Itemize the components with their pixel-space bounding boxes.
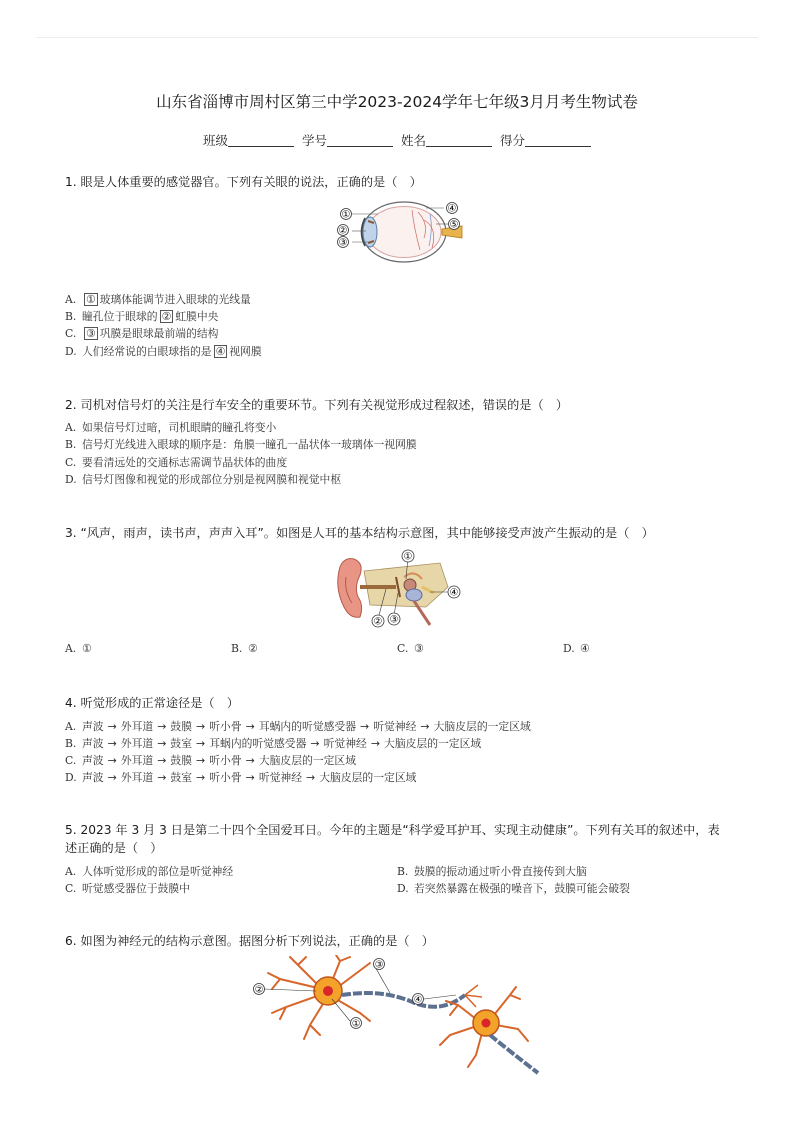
q2-option-b[interactable]: B. 信号灯光线进入眼球的顺序是：角膜一瞳孔一晶状体一玻璃体一视网膜 [65, 438, 417, 451]
q4-option-d[interactable] [65, 770, 416, 785]
flow-arrow: → [196, 754, 206, 767]
flow-arrow: → [107, 771, 117, 784]
flow-step: 外耳道 [120, 754, 154, 767]
page-title: 山东省淄博市周村区第三中学2023-2024学年七年级3月月考生物试卷 [156, 93, 638, 111]
neuron-label-1: ① [351, 1018, 361, 1030]
q4-option-letter: D. [65, 771, 77, 784]
question-4-stem: 4. 听觉形成的正常途径是（ ） [65, 696, 239, 710]
student-info-line [0, 131, 794, 149]
q1-option-c[interactable]: C. ③ 巩膜是眼球最前端的结构 [65, 327, 219, 340]
flow-step: 鼓膜 [170, 720, 193, 733]
q2-option-d[interactable]: D. 信号灯图像和视觉的形成部位分别是视网膜和视觉中枢 [65, 473, 342, 486]
ear-label-4: ④ [449, 587, 459, 599]
flow-step: 大脑皮层的一定区域 [258, 754, 357, 767]
eye-label-1: ① [341, 209, 351, 221]
flow-arrow: → [107, 754, 117, 767]
flow-step: 声波 [82, 720, 104, 733]
ear-label-3: ③ [389, 614, 399, 626]
name-label: 姓名 [400, 133, 426, 148]
flow-arrow: → [157, 771, 167, 784]
q5-option-c[interactable]: C. 听觉感受器位于鼓膜中 [65, 882, 190, 895]
flow-arrow: → [370, 737, 381, 750]
q3-option-c[interactable]: C. ③ [397, 642, 424, 655]
flow-arrow: → [196, 771, 206, 784]
flow-arrow: → [245, 720, 255, 733]
question-5-stem: 5. 2023 年 3 月 3 日是第二十四个全国爱耳日。今年的主题是“科学爱耳护耳、实现主动健康”。下列有关耳的叙述中，表述正确的是（ ） [65, 823, 720, 855]
neuron-label-3: ③ [374, 959, 384, 971]
flow-step: 大脑皮层的一定区域 [384, 737, 482, 750]
flow-arrow: → [157, 737, 167, 750]
flow-step: 声波 [82, 737, 104, 750]
student-id-label: 学号 [301, 133, 327, 148]
flow-step: 外耳道 [120, 771, 154, 784]
q5-option-b[interactable]: B. 鼓膜的振动通过听小骨直接传到大脑 [397, 865, 587, 878]
top-divider [36, 37, 758, 38]
flow-step: 大脑皮层的一定区域 [433, 720, 531, 733]
question-3-stem: 3. “风声，雨声，读书声，声声入耳”。如图是人耳的基本结构示意图，其中能够接受声波产生振动的是（ ） [65, 526, 654, 540]
q1-option-d[interactable]: D. 人们经常说的白眼球指的是 ④ 视网膜 [65, 345, 262, 358]
flow-step: 鼓膜 [170, 754, 193, 767]
flow-step: 外耳道 [120, 720, 154, 733]
score-blank[interactable] [525, 146, 591, 147]
q5-option-d[interactable]: D. 若突然暴露在极强的噪音下，鼓膜可能会破裂 [397, 882, 630, 895]
flow-arrow: → [420, 720, 430, 733]
q4-option-letter: C. [65, 754, 77, 767]
eye-label-5: ⑤ [449, 219, 459, 231]
flow-step: 听觉神经 [373, 720, 417, 733]
neuron-diagram [250, 955, 550, 1080]
flow-arrow: → [310, 737, 320, 750]
question-1-stem: 1. 眼是人体重要的感觉器官。下列有关眼的说法，正确的是（ ） [65, 175, 422, 189]
flow-arrow: → [245, 771, 255, 784]
q4-option-letter: A. [65, 720, 77, 733]
q4-option-a[interactable] [65, 719, 531, 734]
student-id-blank[interactable] [327, 146, 393, 147]
flow-step: 听觉神经 [258, 771, 303, 784]
class-blank[interactable] [228, 146, 294, 147]
flow-step: 听觉神经 [323, 737, 367, 750]
ear-diagram [330, 547, 470, 629]
flow-step: 听小骨 [209, 771, 242, 784]
q1-option-a[interactable]: A. ① 玻璃体能调节进入眼球的光线量 [65, 293, 251, 306]
flow-step: 耳蜗内的听觉感受器 [209, 737, 307, 750]
flow-arrow: → [196, 720, 206, 733]
flow-arrow: → [157, 720, 167, 733]
eye-label-2: ② [338, 225, 348, 237]
eye-label-4: ④ [447, 203, 457, 215]
flow-arrow: → [360, 720, 370, 733]
flow-step: 外耳道 [120, 737, 154, 750]
flow-step: 声波 [82, 771, 104, 784]
q4-option-c[interactable] [65, 753, 356, 768]
ear-label-2: ② [373, 616, 383, 628]
q3-option-b[interactable]: B. ② [231, 642, 258, 655]
eye-label-3: ③ [338, 237, 348, 249]
q1-option-b[interactable]: B. 瞳孔位于眼球的 ② 虹膜中央 [65, 310, 219, 323]
flow-arrow: → [306, 771, 316, 784]
question-6-stem: 6. 如图为神经元的结构示意图。据图分析下列说法，正确的是（ ） [65, 934, 434, 948]
flow-step: 声波 [82, 754, 104, 767]
flow-step: 鼓室 [170, 737, 193, 750]
flow-arrow: → [245, 754, 255, 767]
neuron-label-2: ② [254, 984, 264, 996]
question-2-stem: 2. 司机对信号灯的关注是行车安全的重要环节。下列有关视觉形成过程叙述，错误的是（ ） [65, 398, 569, 412]
flow-step: 鼓室 [170, 771, 193, 784]
flow-step: 大脑皮层的一定区域 [319, 771, 417, 784]
q2-option-a[interactable]: A. 如果信号灯过暗，司机眼睛的瞳孔将变小 [65, 421, 277, 434]
eye-diagram [334, 198, 474, 268]
q4-option-b[interactable] [65, 736, 481, 751]
q2-option-c[interactable]: C. 要看清远处的交通标志需调节晶状体的曲度 [65, 456, 288, 469]
q3-option-d[interactable]: D. ④ [563, 642, 590, 655]
score-label: 得分 [499, 133, 525, 148]
flow-step: 听小骨 [209, 720, 242, 733]
ear-label-1: ① [403, 551, 413, 563]
flow-arrow: → [196, 737, 206, 750]
flow-arrow: → [107, 737, 117, 750]
q4-option-letter: B. [65, 737, 77, 750]
flow-arrow: → [157, 754, 167, 767]
q3-option-a[interactable]: A. ① [65, 642, 92, 655]
q5-option-a[interactable]: A. 人体听觉形成的部位是听觉神经 [65, 865, 234, 878]
flow-arrow: → [107, 720, 117, 733]
class-label: 班级 [202, 133, 228, 148]
flow-step: 听小骨 [209, 754, 242, 767]
name-blank[interactable] [426, 146, 492, 147]
neuron-label-4: ④ [413, 994, 423, 1006]
flow-step: 耳蜗内的听觉感受器 [258, 720, 357, 733]
